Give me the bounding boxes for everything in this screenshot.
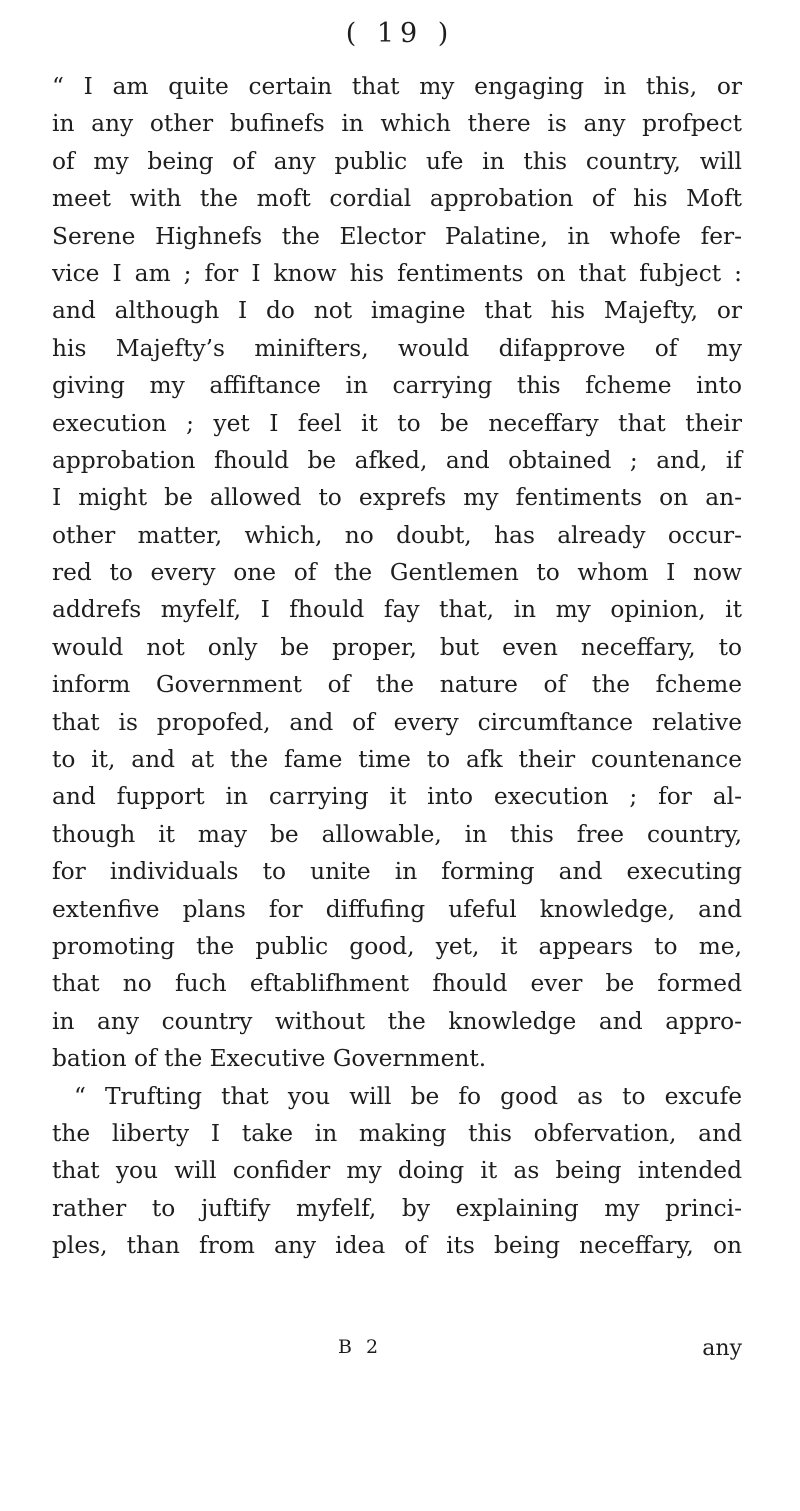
text-line: bation of the Executive Government. bbox=[52, 1045, 487, 1073]
text-line: Serene Highnefs the Elector Palatine, in whofe fer- bbox=[52, 222, 742, 250]
text-line: his Majefty’s minifters, would difapprove of my bbox=[52, 334, 742, 362]
text-line: vice I am ; for I know his fentiments on that fubject : bbox=[52, 259, 742, 287]
text-line: inform Government of the nature of the fcheme bbox=[52, 671, 742, 699]
text-line: of my being of any public ufe in this country, will bbox=[52, 147, 742, 175]
catchword: any bbox=[702, 1336, 742, 1361]
text-line: and although I do not imagine that his Majefty, or bbox=[52, 297, 742, 325]
signature-mark: B 2 bbox=[338, 1336, 383, 1358]
text-line: I might be allowed to exprefs my fentiments on an- bbox=[52, 484, 742, 512]
text-line: ples, than from any idea of its being neceffary, on bbox=[52, 1232, 742, 1260]
text-line: extenfive plans for diffufing ufeful knowledge, and bbox=[52, 895, 742, 923]
text-line: rather to juftify myfelf, by explaining my princi- bbox=[52, 1194, 742, 1222]
text-line: in any other bufinefs in which there is any profpect bbox=[52, 110, 742, 138]
text-line: that is propofed, and of every circumftance relative bbox=[52, 708, 742, 736]
text-line: to it, and at the fame time to afk their countenance bbox=[52, 746, 742, 774]
page-number: ( 19 ) bbox=[345, 18, 455, 49]
text-line: for individuals to unite in forming and executing bbox=[52, 858, 742, 886]
text-line: would not only be proper, but even neceffary, to bbox=[52, 633, 742, 661]
page-footer bbox=[52, 1336, 742, 1370]
text-line: execution ; yet I feel it to be neceffary that their bbox=[52, 409, 742, 437]
text-line: giving my affiftance in carrying this fcheme into bbox=[52, 372, 742, 400]
text-line: the liberty I take in making this obfervation, and bbox=[52, 1119, 742, 1147]
text-line: that you will confider my doing it as being intended bbox=[52, 1157, 742, 1185]
text-line: and fupport in carrying it into execution ; for al- bbox=[52, 783, 742, 811]
text-line: approbation fhould be afked, and obtained ; and, if bbox=[52, 446, 742, 474]
text-line: “ Trufting that you will be fo good as to excufe bbox=[74, 1082, 742, 1110]
text-line: meet with the moft cordial approbation of his Moft bbox=[52, 185, 742, 213]
text-line: that no fuch eftablifhment fhould ever be formed bbox=[52, 970, 742, 998]
text-line: though it may be allowable, in this free country, bbox=[52, 820, 742, 848]
body-text bbox=[52, 68, 742, 1265]
text-line: promoting the public good, yet, it appears to me, bbox=[52, 932, 742, 960]
text-line: addrefs myfelf, I fhould fay that, in my opinion, it bbox=[52, 596, 742, 624]
text-line: other matter, which, no doubt, has already occur- bbox=[52, 521, 742, 549]
text-line: “ I am quite certain that my engaging in this, or bbox=[52, 73, 742, 100]
text-line: red to every one of the Gentlemen to whom I now bbox=[52, 559, 742, 587]
text-line: in any country without the knowledge and appro- bbox=[52, 1007, 742, 1035]
